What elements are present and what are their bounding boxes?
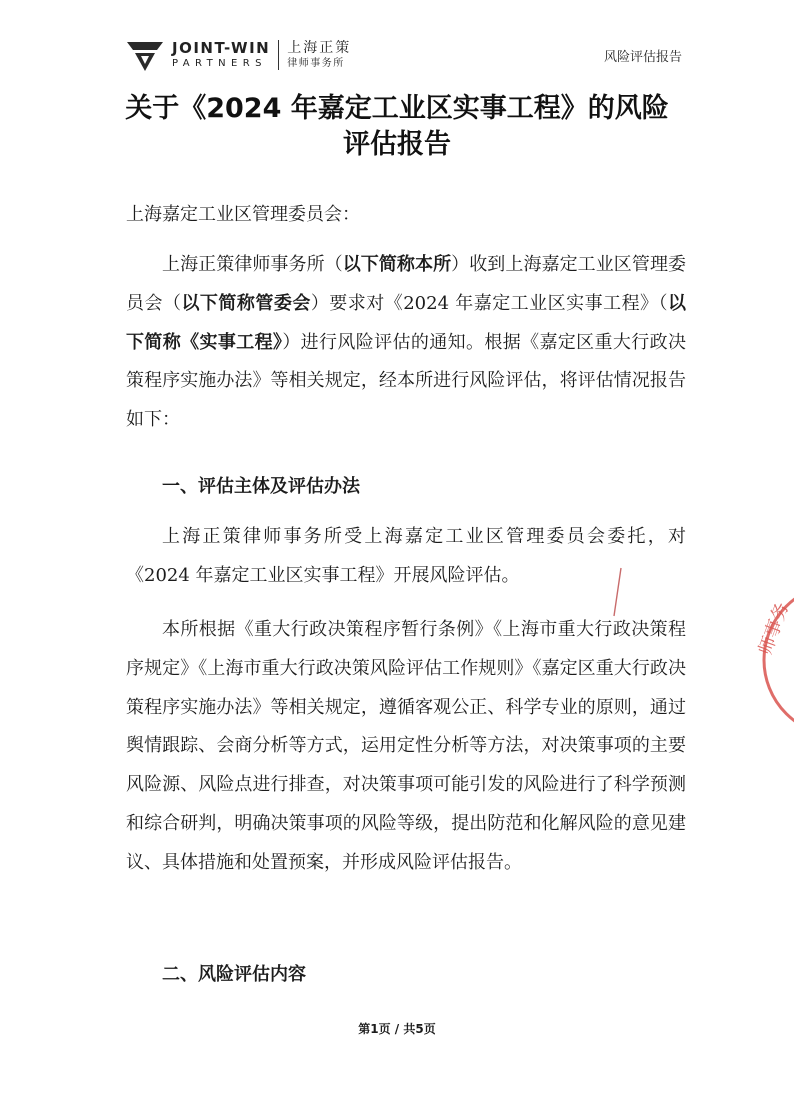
salutation: 上海嘉定工业区管理委员会： (126, 204, 360, 225)
official-seal (730, 580, 794, 740)
intro-abbrev-committee: 以下简称管委会 (181, 292, 311, 314)
document-type-label: 风险评估报告 (603, 50, 682, 65)
firm-logo (126, 36, 351, 74)
logo-en-line1: JOINT-WIN (172, 39, 271, 57)
svg-text:师事务: 师事务 (754, 599, 794, 658)
section1-heading: 一、评估主体及评估办法 (162, 476, 360, 497)
intro-paragraph (126, 246, 686, 440)
section1-paragraph1: 上海正策律师事务所受上海嘉定工业区管理委员会委托，对《2024 年嘉定工业区实事工程》开展风险评估。 (126, 526, 686, 586)
report-title-line2: 评估报告 (343, 129, 451, 160)
logo-en-line2: PARTNERS (172, 58, 267, 69)
report-title-line1: 关于《2024 年嘉定工业区实事工程》的风险 (125, 93, 669, 124)
intro-text-1: 上海正策律师事务所（ (162, 254, 343, 275)
intro-abbrev-firm: 以下简称本所 (342, 254, 452, 275)
intro-text-2: ）收到上海嘉定工业区管理委员会（ (126, 254, 687, 314)
logo-english-name (172, 39, 270, 71)
logo-cn-line1: 上海正策 (287, 40, 352, 56)
intro-abbrev-project: 以下简称《实事工程》 (126, 292, 687, 353)
page-number: 第1页 / 共5页 (358, 1022, 436, 1036)
pen-stroke-mark (612, 566, 624, 618)
intro-text-3: ）要求对《2024 年嘉定工业区实事工程》（ (310, 292, 669, 314)
intro-text-4: ）进行风险评估的通知。根据《嘉定区重大行政决策程序实施办法》等相关规定，经本所进行风险评估，将评估情况报告如下： (126, 331, 687, 431)
section1-paragraph2: 本所根据《重大行政决策程序暂行条例》《上海市重大行政决策程序规定》《上海市重大行政决策风险评估工作规则》《嘉定区重大行政决策程序实施办法》等相关规定，遵循客观公正、科学专业的原则，通过舆情跟踪、会商分析等方式，运用定性分析等方法，对决策事项的主要风险源、风险点进行排查，对决策事项可能引发的风险进行了科学预测和综合研判，明确决策事项的风险等级，提出防范和化解风险的意见建议、具体措施和处置预案，并形成风险评估报告。 (126, 619, 686, 873)
seal-circle (730, 580, 794, 740)
logo-chinese-name (287, 39, 351, 71)
firm-logo-icon (126, 36, 164, 74)
logo-cn-line2: 律师事务所 (287, 58, 345, 69)
section2-heading: 二、风险评估内容 (162, 964, 306, 985)
logo-divider (278, 40, 279, 70)
